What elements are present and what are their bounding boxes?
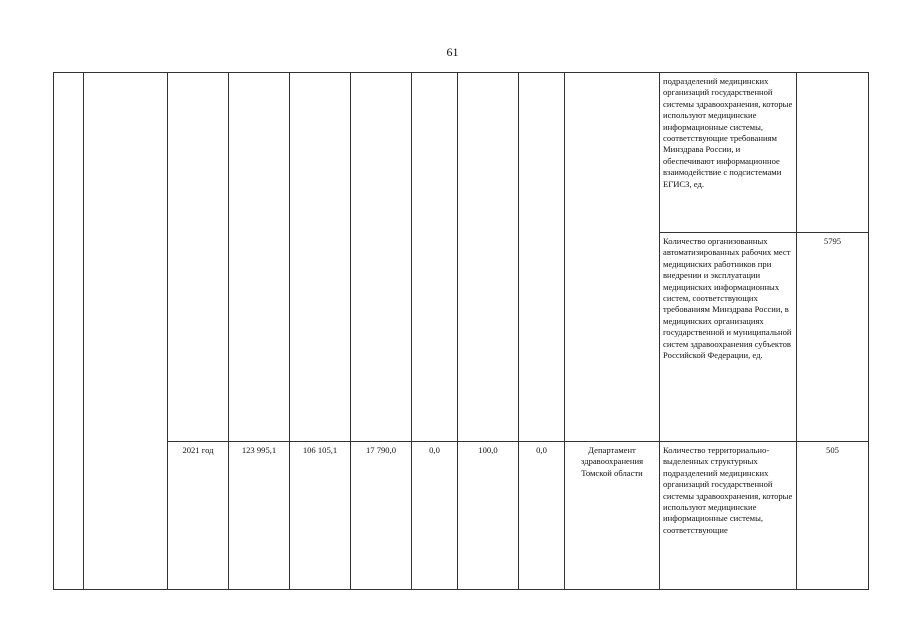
cell-empty — [351, 73, 412, 442]
indicator-text: Количество организованных автоматизированных рабочих мест медицинских работников при внедрении и эксплуатации медицинских информационных систем, соответствующих требованиям Минздрава России, в медицинских организациях государственной и муниципальной систем здравоохранения субъектов Российской Федерации, ед. — [660, 233, 797, 442]
cell-empty — [565, 73, 660, 442]
table-row — [54, 442, 869, 590]
indicator-value: 505 — [797, 442, 869, 590]
cell-empty — [519, 73, 565, 442]
federal-cell: 106 105,1 — [290, 442, 351, 590]
table-row — [54, 73, 869, 233]
cell-empty — [229, 73, 290, 442]
page-number: 61 — [446, 45, 459, 59]
other-cell: 0,0 — [519, 442, 565, 590]
indicator-text: подразделений медицинских организаций государственной системы здравоохранения, которые используют медицинские информационные системы, соответствующие требованиям Минздрава России, и обеспечивают информационное взаимодействие с подсистемами ЕГИСЗ, ед. — [660, 73, 797, 233]
regional-cell: 17 790,0 — [351, 442, 412, 590]
indicator-text: Количество территориально-выделенных структурных подразделений медицинских организаций государственной системы здравоохранения, которые используют медицинские информационные системы, соответствующие — [660, 442, 797, 590]
indicator-value — [797, 73, 869, 233]
indicator-value: 5795 — [797, 233, 869, 442]
program-table — [53, 72, 869, 590]
cell-empty — [458, 73, 519, 442]
percent-cell: 100,0 — [458, 442, 519, 590]
local-cell: 0,0 — [412, 442, 458, 590]
year-cell: 2021 год — [168, 442, 229, 590]
cell-empty — [290, 73, 351, 442]
cell-empty — [84, 73, 168, 590]
department-cell: Департамент здравоохранения Томской области — [565, 442, 660, 590]
cell-empty — [168, 73, 229, 442]
cell-empty — [412, 73, 458, 442]
cell-empty — [54, 73, 84, 590]
total-cell: 123 995,1 — [229, 442, 290, 590]
